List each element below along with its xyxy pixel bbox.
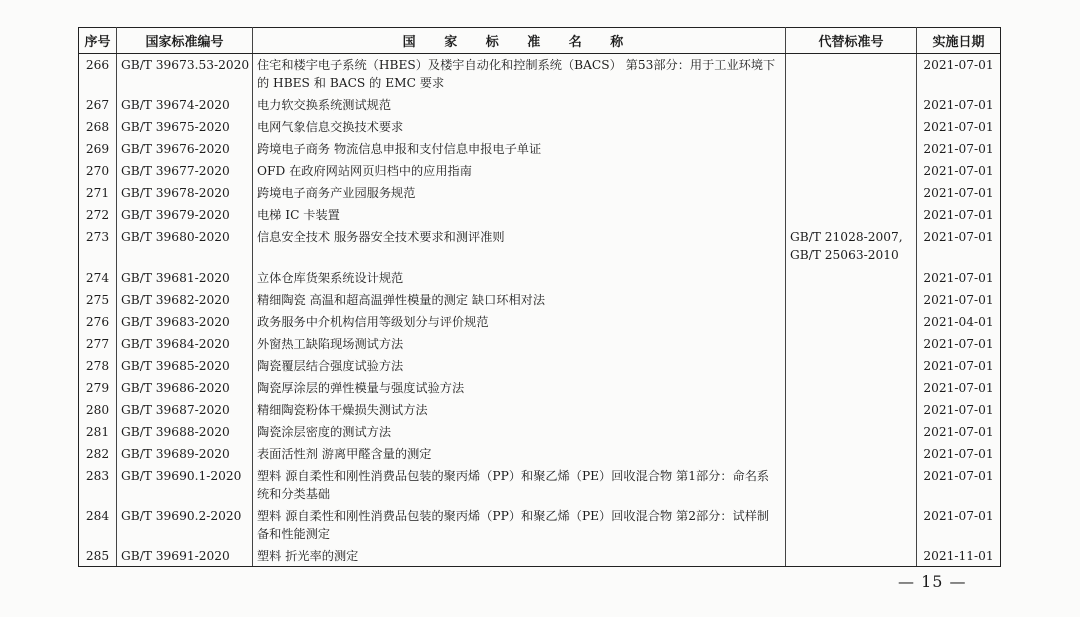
- table-row: [79, 116, 1001, 138]
- row-replaces: [786, 421, 917, 443]
- row-std-no: GB/T 39690.2-2020: [117, 505, 253, 545]
- row-std-no: GB/T 39679-2020: [117, 204, 253, 226]
- row-name: 塑料 源自柔性和刚性消费品包装的聚丙烯（PP）和聚乙烯（PE）回收混合物 第1部分：命名系统和分类基础: [253, 465, 786, 505]
- row-date: 2021-07-01: [917, 94, 1001, 116]
- row-name: 外窗热工缺陷现场测试方法: [253, 333, 786, 355]
- row-name: 电力软交换系统测试规范: [253, 94, 786, 116]
- row-seq: 272: [79, 204, 117, 226]
- row-std-no: GB/T 39673.53-2020: [117, 54, 253, 94]
- row-date: 2021-07-01: [917, 421, 1001, 443]
- row-std-no: GB/T 39675-2020: [117, 116, 253, 138]
- row-seq: 278: [79, 355, 117, 377]
- row-date: 2021-07-01: [917, 505, 1001, 545]
- row-std-no: GB/T 39677-2020: [117, 160, 253, 182]
- table-row: [79, 505, 1001, 545]
- row-name: 住宅和楼宇电子系统（HBES）及楼宇自动化和控制系统（BACS） 第53部分：用于工业环境下的 HBES 和 BACS 的 EMC 要求: [253, 54, 786, 94]
- row-replaces: [786, 182, 917, 204]
- row-name: 陶瓷覆层结合强度试验方法: [253, 355, 786, 377]
- row-std-no: GB/T 39691-2020: [117, 545, 253, 567]
- row-date: 2021-07-01: [917, 267, 1001, 289]
- row-date: 2021-07-01: [917, 355, 1001, 377]
- row-replaces: [786, 505, 917, 545]
- row-std-no: GB/T 39684-2020: [117, 333, 253, 355]
- row-seq: 270: [79, 160, 117, 182]
- row-replaces: [786, 465, 917, 505]
- row-replaces: [786, 311, 917, 333]
- row-date: 2021-07-01: [917, 138, 1001, 160]
- row-replaces: [786, 333, 917, 355]
- row-name: 陶瓷厚涂层的弹性模量与强度试验方法: [253, 377, 786, 399]
- table-row: [79, 545, 1001, 567]
- row-seq: 269: [79, 138, 117, 160]
- table-row: [79, 465, 1001, 505]
- row-date: 2021-07-01: [917, 226, 1001, 267]
- row-replaces: [786, 355, 917, 377]
- row-name: 电梯 IC 卡装置: [253, 204, 786, 226]
- row-name: 精细陶瓷 高温和超高温弹性模量的测定 缺口环相对法: [253, 289, 786, 311]
- table-row: [79, 421, 1001, 443]
- header-std-no: 国家标准编号: [117, 28, 253, 54]
- row-name: 陶瓷涂层密度的测试方法: [253, 421, 786, 443]
- page-number: — 15 —: [898, 572, 967, 591]
- row-replaces: GB/T 21028-2007, GB/T 25063-2010: [786, 226, 917, 267]
- table-header-row: [79, 28, 1001, 54]
- row-std-no: GB/T 39682-2020: [117, 289, 253, 311]
- table-row: [79, 355, 1001, 377]
- row-name: 精细陶瓷粉体干燥损失测试方法: [253, 399, 786, 421]
- row-name: 信息安全技术 服务器安全技术要求和测评准则: [253, 226, 786, 267]
- table-row: [79, 377, 1001, 399]
- row-std-no: GB/T 39674-2020: [117, 94, 253, 116]
- row-seq: 281: [79, 421, 117, 443]
- row-date: 2021-07-01: [917, 465, 1001, 505]
- row-seq: 282: [79, 443, 117, 465]
- row-seq: 273: [79, 226, 117, 267]
- row-name: 表面活性剂 游离甲醛含量的测定: [253, 443, 786, 465]
- row-std-no: GB/T 39685-2020: [117, 355, 253, 377]
- row-std-no: GB/T 39688-2020: [117, 421, 253, 443]
- table-row: [79, 333, 1001, 355]
- table-row: [79, 160, 1001, 182]
- table-row: [79, 267, 1001, 289]
- row-replaces: [786, 160, 917, 182]
- row-replaces: [786, 545, 917, 567]
- row-name: 塑料 源自柔性和刚性消费品包装的聚丙烯（PP）和聚乙烯（PE）回收混合物 第2部分：试样制备和性能测定: [253, 505, 786, 545]
- row-date: 2021-11-01: [917, 545, 1001, 567]
- row-replaces: [786, 399, 917, 421]
- row-replaces: [786, 289, 917, 311]
- row-std-no: GB/T 39689-2020: [117, 443, 253, 465]
- row-replaces: [786, 204, 917, 226]
- row-name: 政务服务中介机构信用等级划分与评价规范: [253, 311, 786, 333]
- row-std-no: GB/T 39676-2020: [117, 138, 253, 160]
- table-row: [79, 399, 1001, 421]
- row-name: 塑料 折光率的测定: [253, 545, 786, 567]
- row-date: 2021-07-01: [917, 116, 1001, 138]
- table-row: [79, 443, 1001, 465]
- row-replaces: [786, 138, 917, 160]
- header-seq: 序号: [79, 28, 117, 54]
- row-seq: 285: [79, 545, 117, 567]
- table-row: [79, 138, 1001, 160]
- header-replaces: 代替标准号: [786, 28, 917, 54]
- row-std-no: GB/T 39683-2020: [117, 311, 253, 333]
- row-name: 电网气象信息交换技术要求: [253, 116, 786, 138]
- row-seq: 266: [79, 54, 117, 94]
- row-replaces: [786, 94, 917, 116]
- row-date: 2021-07-01: [917, 289, 1001, 311]
- row-seq: 275: [79, 289, 117, 311]
- table-row: [79, 311, 1001, 333]
- row-name: OFD 在政府网站网页归档中的应用指南: [253, 160, 786, 182]
- row-replaces: [786, 443, 917, 465]
- row-name: 立体仓库货架系统设计规范: [253, 267, 786, 289]
- header-name: 国 家 标 准 名 称: [253, 28, 786, 54]
- row-date: 2021-07-01: [917, 399, 1001, 421]
- row-std-no: GB/T 39680-2020: [117, 226, 253, 267]
- row-std-no: GB/T 39690.1-2020: [117, 465, 253, 505]
- row-name: 跨境电子商务 物流信息申报和支付信息申报电子单证: [253, 138, 786, 160]
- table-row: [79, 289, 1001, 311]
- row-date: 2021-07-01: [917, 160, 1001, 182]
- row-replaces: [786, 267, 917, 289]
- row-seq: 267: [79, 94, 117, 116]
- row-seq: 276: [79, 311, 117, 333]
- row-date: 2021-07-01: [917, 443, 1001, 465]
- row-name: 跨境电子商务产业园服务规范: [253, 182, 786, 204]
- row-date: 2021-07-01: [917, 182, 1001, 204]
- row-seq: 283: [79, 465, 117, 505]
- row-replaces: [786, 54, 917, 94]
- header-date: 实施日期: [917, 28, 1001, 54]
- row-seq: 284: [79, 505, 117, 545]
- row-date: 2021-04-01: [917, 311, 1001, 333]
- row-seq: 271: [79, 182, 117, 204]
- row-seq: 280: [79, 399, 117, 421]
- row-date: 2021-07-01: [917, 204, 1001, 226]
- row-seq: 274: [79, 267, 117, 289]
- row-seq: 268: [79, 116, 117, 138]
- row-std-no: GB/T 39681-2020: [117, 267, 253, 289]
- table-row: [79, 182, 1001, 204]
- row-std-no: GB/T 39687-2020: [117, 399, 253, 421]
- row-std-no: GB/T 39678-2020: [117, 182, 253, 204]
- table-row: [79, 226, 1001, 267]
- row-seq: 279: [79, 377, 117, 399]
- row-std-no: GB/T 39686-2020: [117, 377, 253, 399]
- standards-table-sheet: [78, 27, 1000, 567]
- table-row: [79, 204, 1001, 226]
- row-seq: 277: [79, 333, 117, 355]
- table-row: [79, 54, 1001, 94]
- row-date: 2021-07-01: [917, 377, 1001, 399]
- row-replaces: [786, 116, 917, 138]
- row-replaces: [786, 377, 917, 399]
- table-row: [79, 94, 1001, 116]
- standards-table: [78, 27, 1001, 567]
- row-date: 2021-07-01: [917, 54, 1001, 94]
- row-date: 2021-07-01: [917, 333, 1001, 355]
